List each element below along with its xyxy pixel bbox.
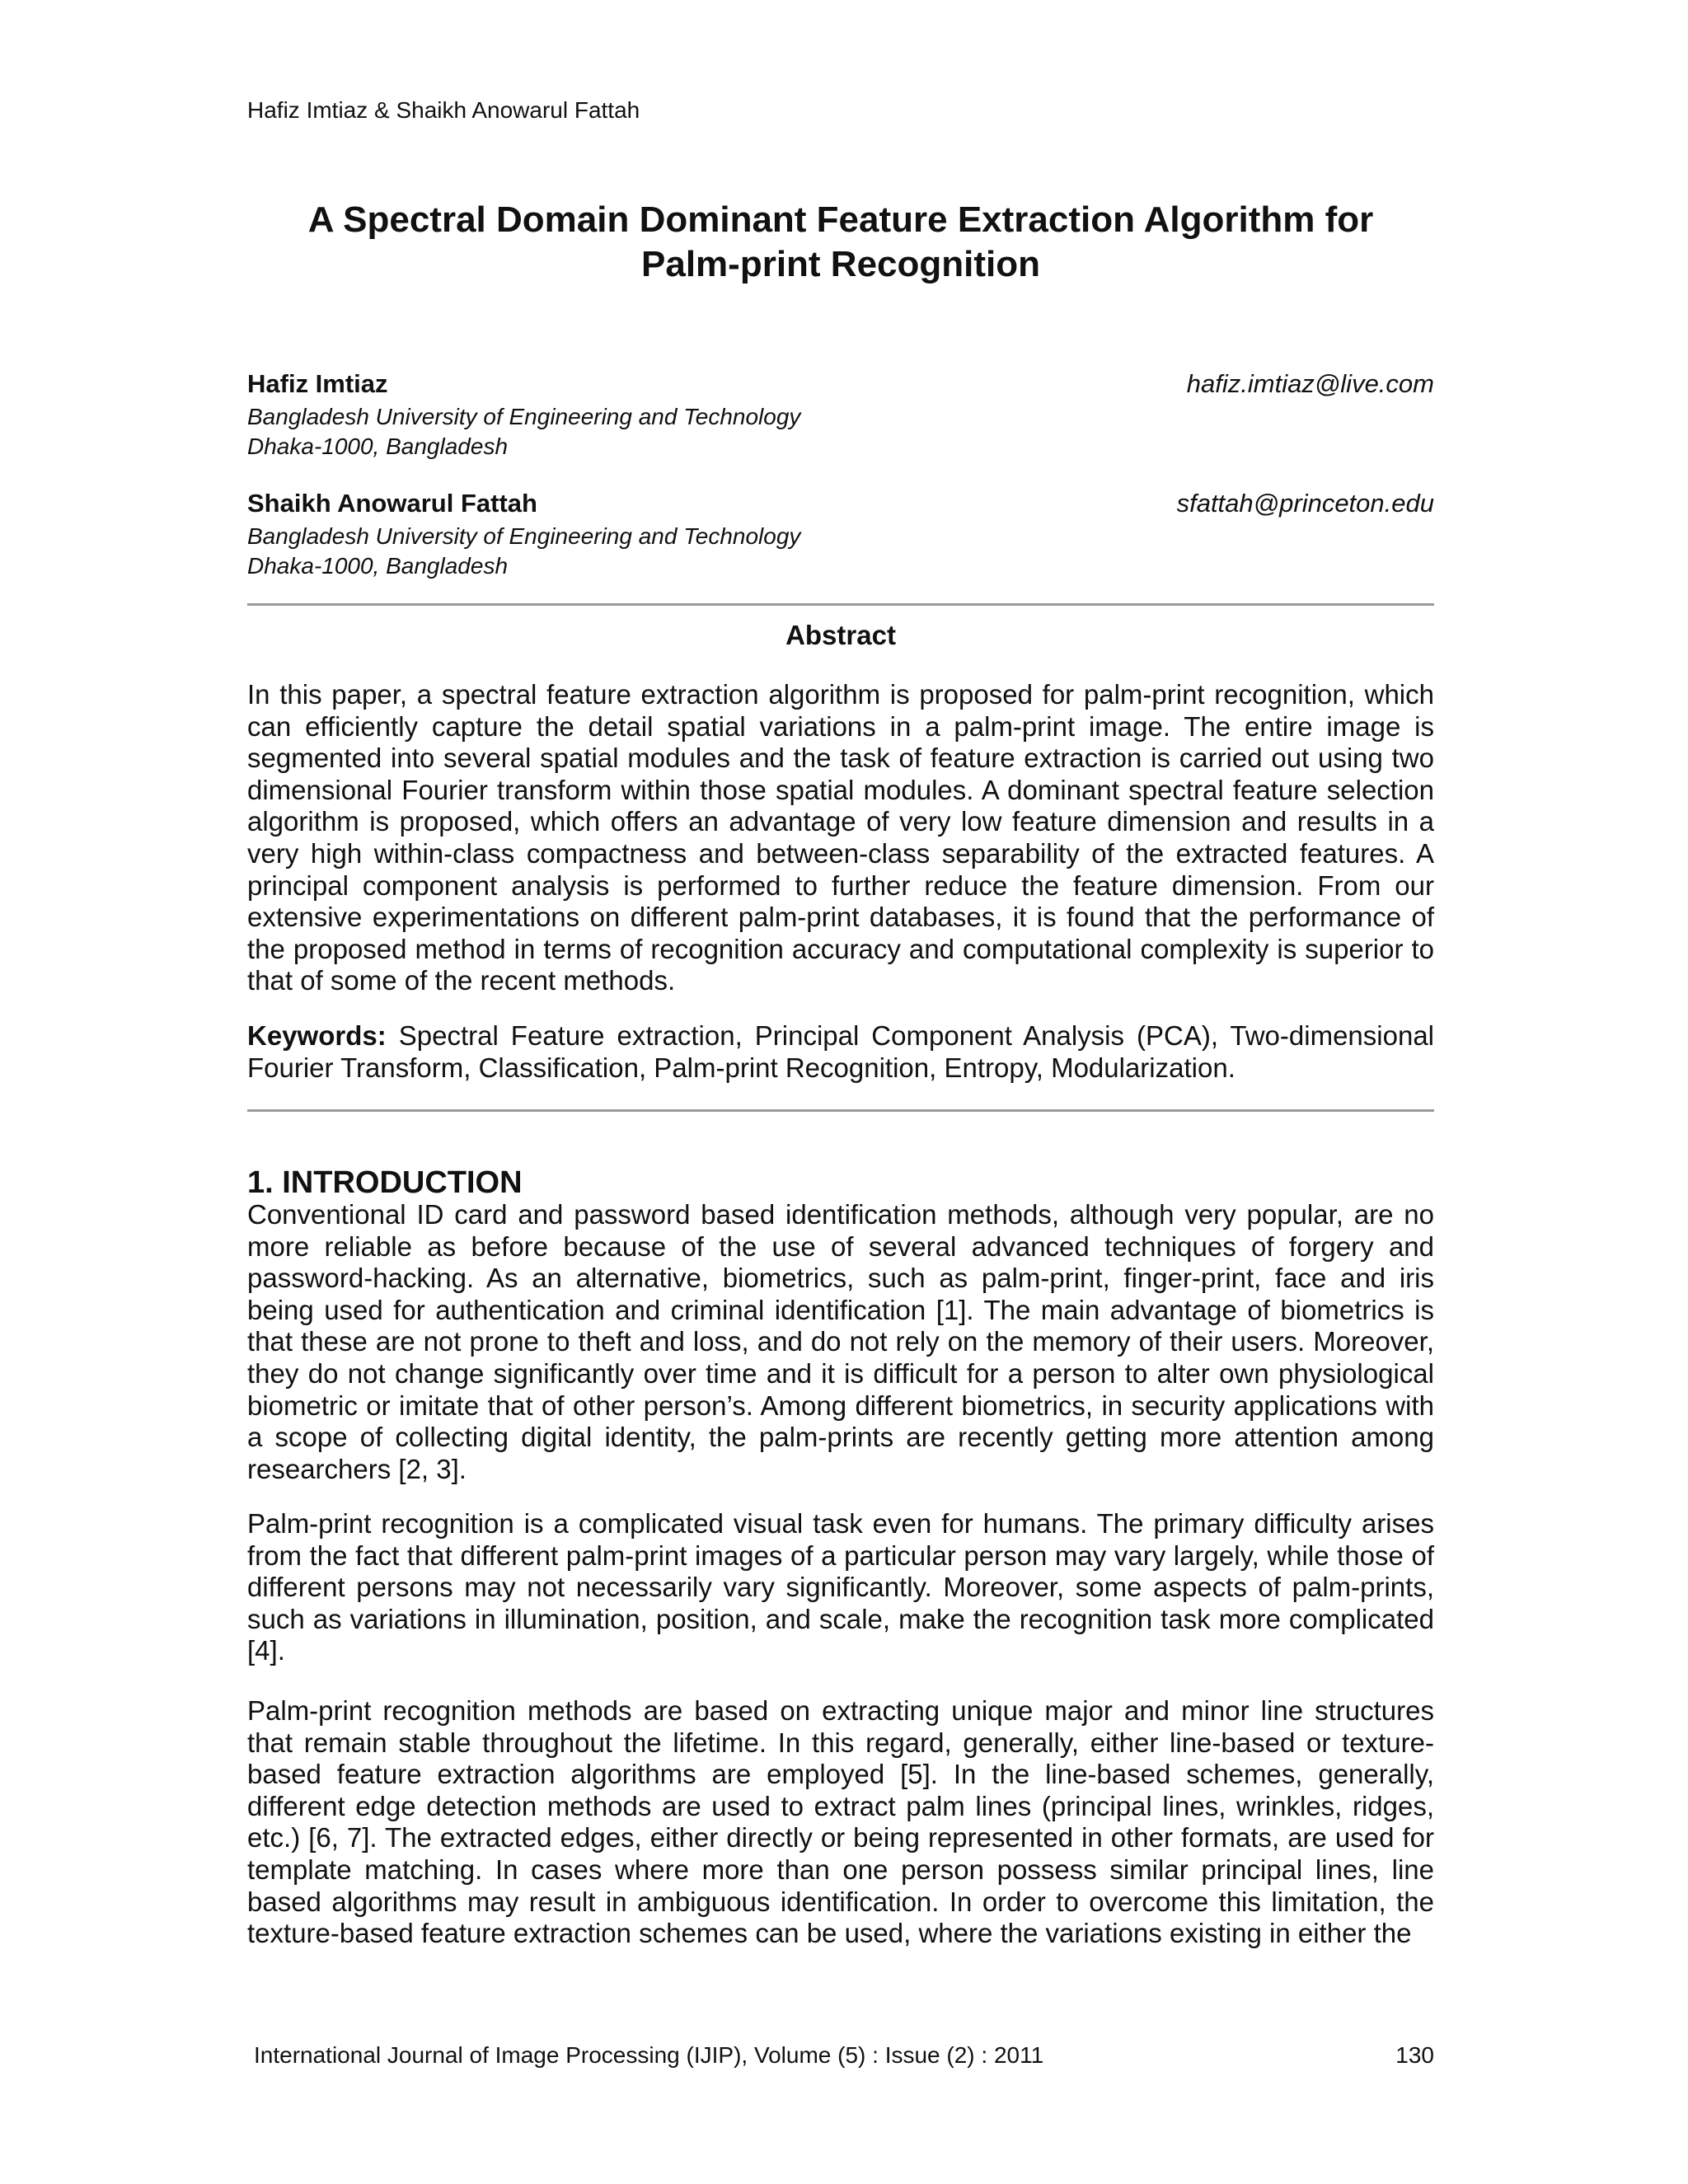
- author-email[interactable]: sfattah@princeton.edu: [1176, 489, 1434, 518]
- intro-paragraph-1: Conventional ID card and password based identification methods, although very popular, are no more reliable as before because of the use of several advanced techniques of forgery and password-hacking. As an alternative, biometrics, such as palm-print, finger-print, face and iris being used for authentication and criminal identification [1]. The main advantage of biometrics is that these are not prone to theft and loss, and do not rely on the memory of their users. Moreover, they do not change significantly over time and it is difficult for a person to alter own physiological biometric or imitate that of other person’s. Among different biometrics, in security applications with a scope of collecting digital identity, the palm-prints are recently getting more attention among researchers [2, 3].: [247, 1199, 1434, 1484]
- footer-journal: International Journal of Image Processing (IJIP), Volume (5) : Issue (2) : 2011: [254, 2042, 1044, 2068]
- section-heading: 1. INTRODUCTION: [247, 1165, 523, 1200]
- intro-paragraph-2: Palm-print recognition is a complicated visual task even for humans. The primary difficulty arises from the fact that different palm-print images of a particular person may vary largely, while those of different persons may not necessarily vary significantly. Moreover, some aspects of palm-prints, such as variations in illumination, position, and scale, make the recognition task more complicated [4].: [247, 1508, 1434, 1666]
- keywords-label: Keywords:: [247, 1020, 387, 1051]
- divider-bottom: [247, 1109, 1434, 1112]
- author-location: Dhaka-1000, Bangladesh: [247, 553, 509, 579]
- keywords-text: Spectral Feature extraction, Principal Component Analysis (PCA), Two-dimensional Fourier Transform, Classification, Palm-print Recognition, Entropy, Modularization.: [247, 1020, 1434, 1083]
- page-number: 130: [1395, 2042, 1434, 2068]
- author-affiliation: Bangladesh University of Engineering and Technology: [247, 523, 801, 549]
- author-email[interactable]: hafiz.imtiaz@live.com: [1186, 369, 1434, 398]
- intro-paragraph-3: Palm-print recognition methods are based on extracting unique major and minor line structures that remain stable throughout the lifetime. In this regard, generally, either line-based or texture-based feature extraction algorithms are employed [5]. In the line-based schemes, generally, different edge detection methods are used to extract palm lines (principal lines, wrinkles, ridges, etc.) [6, 7]. The extracted edges, either directly or being represented in other formats, are used for template matching. In cases where more than one person possess similar principal lines, line based algorithms may result in ambiguous identification. In order to overcome this limitation, the texture-based feature extraction schemes can be used, where the variations existing in either the: [247, 1695, 1434, 1949]
- abstract-text: In this paper, a spectral feature extraction algorithm is proposed for palm-print recognition, which can efficiently capture the detail spatial variations in a palm-print image. The entire image is segmented into several spatial modules and the task of feature extraction is carried out using two dimensional Fourier transform within those spatial modules. A dominant spectral feature selection algorithm is proposed, which offers an advantage of very low feature dimension and results in a very high within-class compactness and between-class separability of the extracted features. A principal component analysis is performed to further reduce the feature dimension. From our extensive experimentations on different palm-print databases, it is found that the performance of the proposed method in terms of recognition accuracy and computational complexity is superior to that of some of the recent methods.: [247, 679, 1434, 996]
- abstract-heading: Abstract: [785, 620, 896, 650]
- author-block-2: [247, 489, 800, 581]
- paper-title: [247, 198, 1434, 287]
- author-location: Dhaka-1000, Bangladesh: [247, 434, 509, 459]
- author-block-1: [247, 369, 800, 462]
- keywords: [247, 1020, 1434, 1084]
- title-line-1: A Spectral Domain Dominant Feature Extraction Algorithm for: [307, 199, 1374, 240]
- divider-top: [247, 603, 1434, 606]
- title-line-2: Palm-print Recognition: [641, 244, 1040, 284]
- author-name: Shaikh Anowarul Fattah: [247, 489, 537, 518]
- running-head: Hafiz Imtiaz & Shaikh Anowarul Fattah: [247, 97, 640, 123]
- author-affiliation: Bangladesh University of Engineering and Technology: [247, 404, 801, 429]
- author-name: Hafiz Imtiaz: [247, 369, 388, 398]
